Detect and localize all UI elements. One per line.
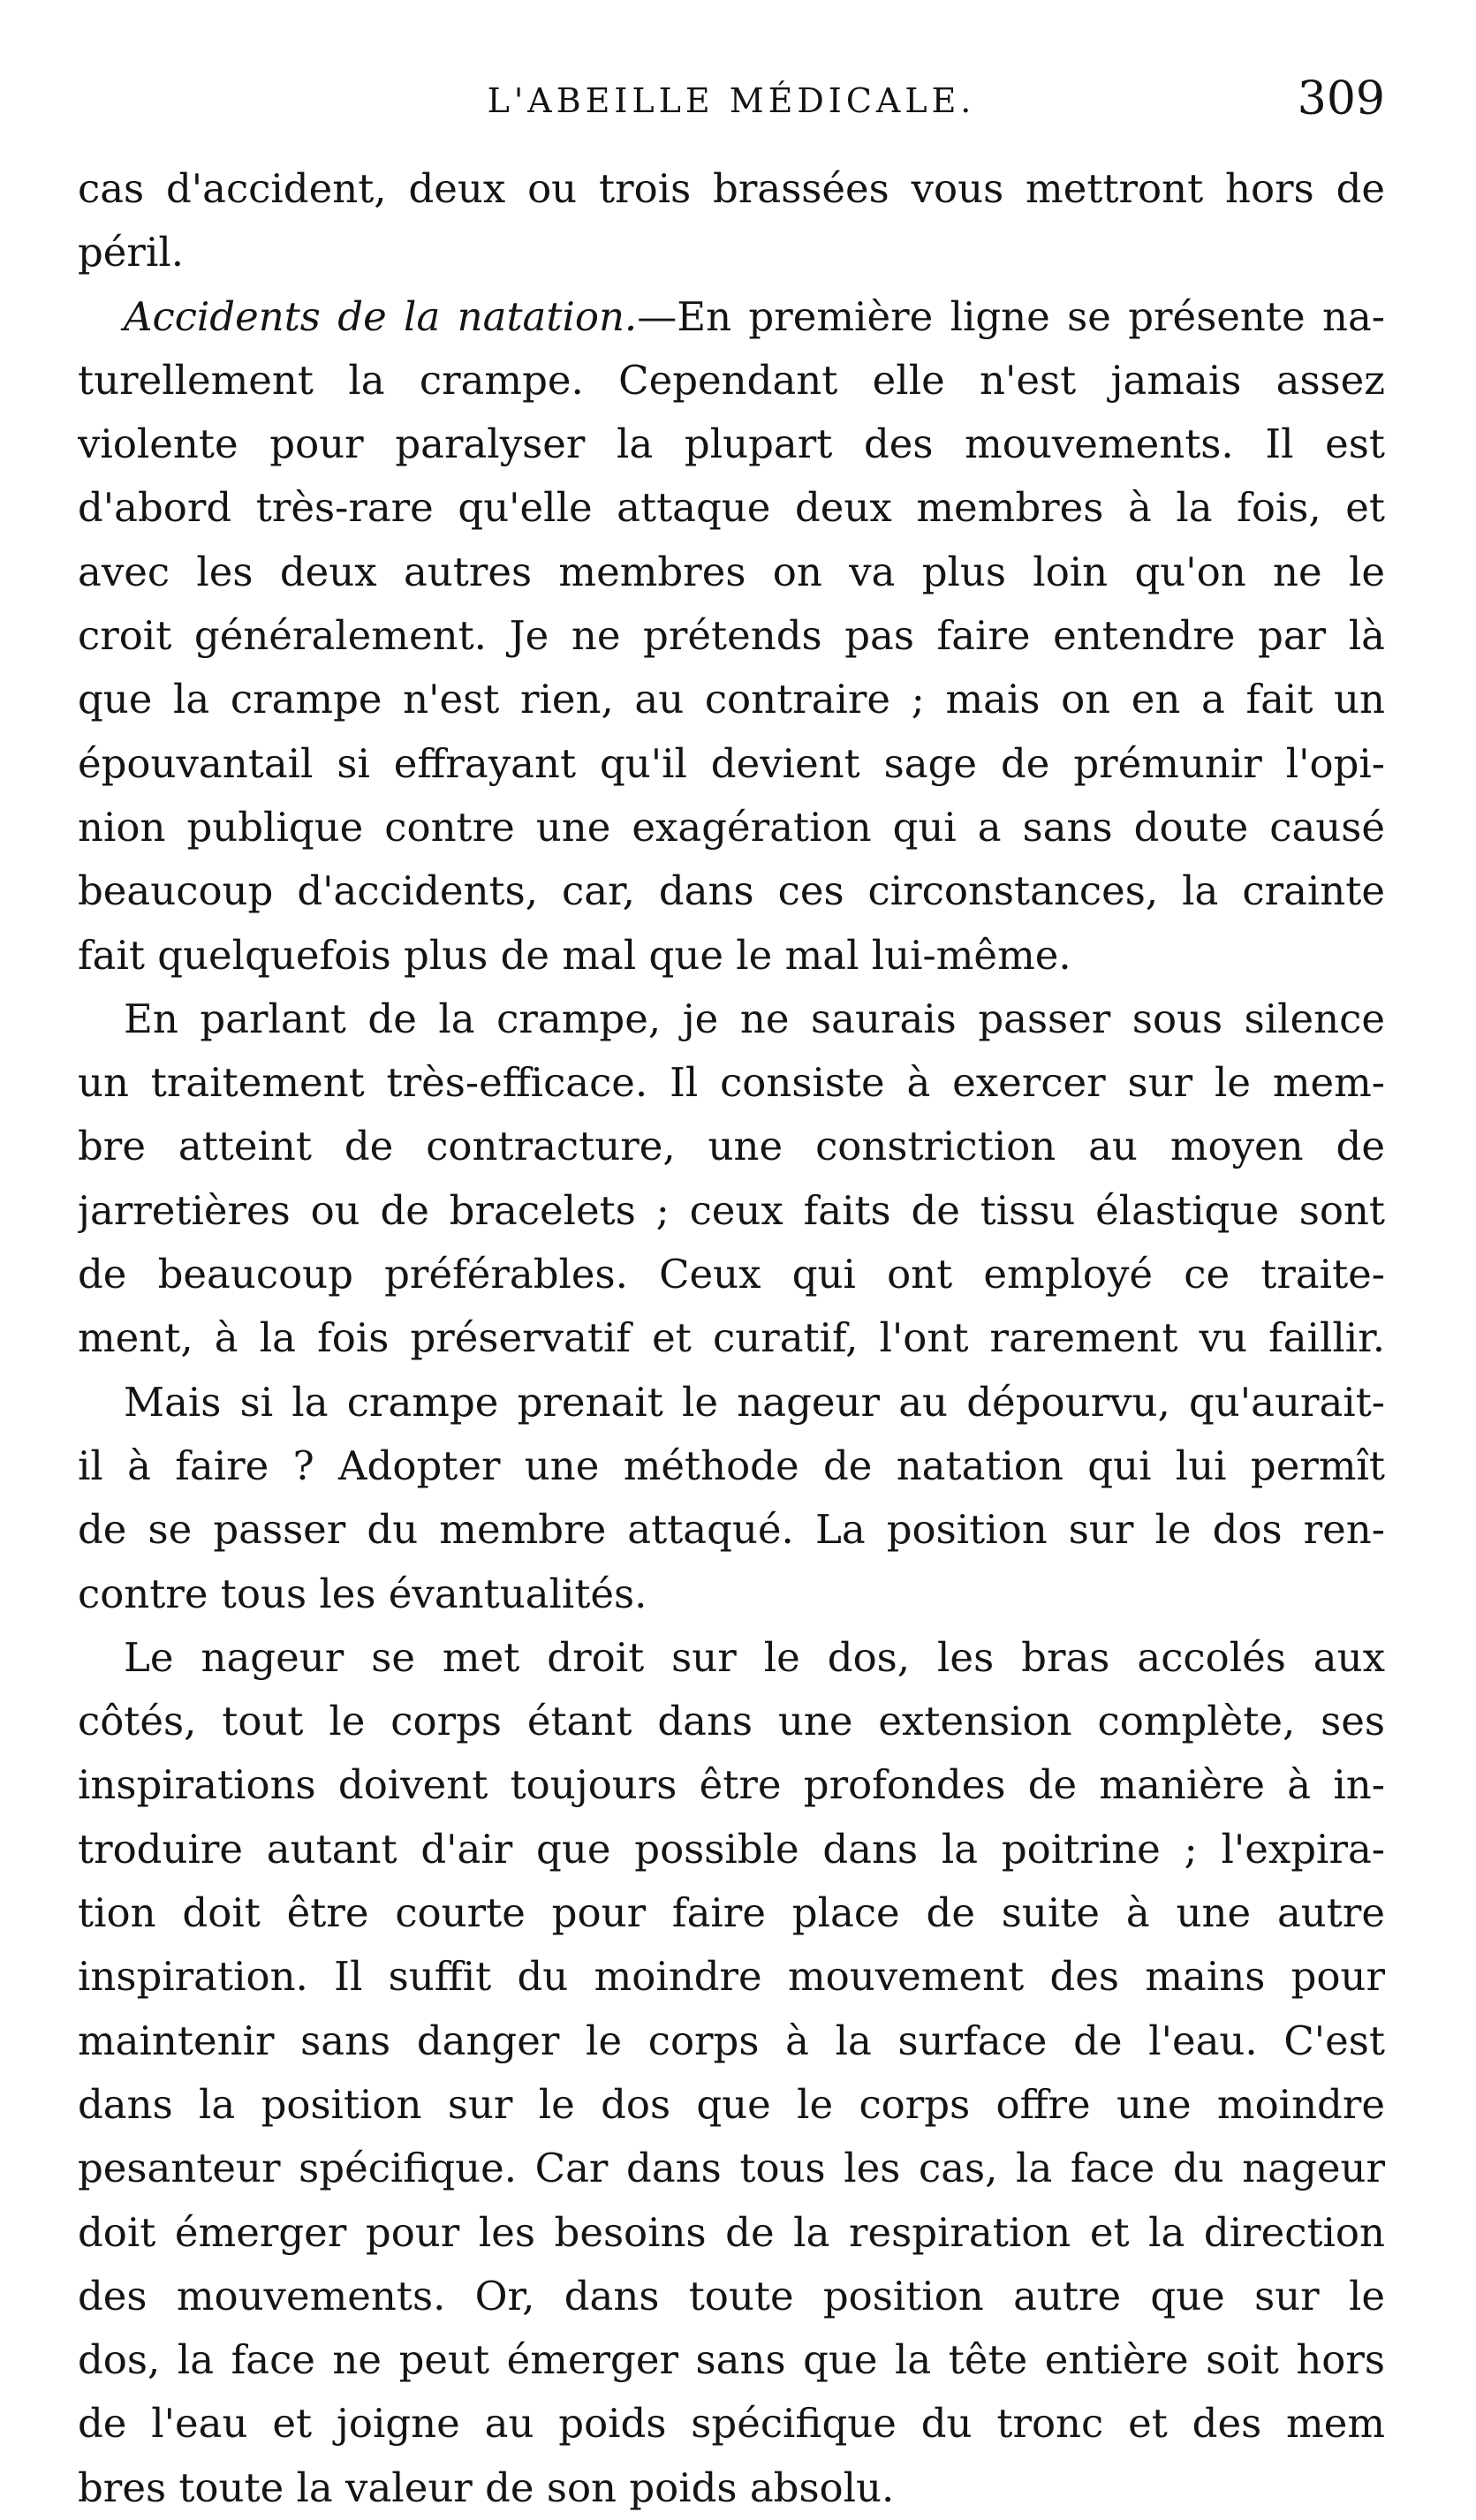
text-fragment: —En première ligne se présente na- <box>637 292 1385 340</box>
text-line: ment, à la fois préservatif et curatif, l'ont rarement vu faillir. <box>78 1314 1385 1362</box>
text-line: des mouvements. Or, dans toute position autre que sur le <box>78 2272 1385 2319</box>
text-line: Mais si la crampe prenait le nageur au dépourvu, qu'aurait- <box>124 1378 1385 1426</box>
text-line: maintenir sans danger le corps à la surface de l'eau. C'est <box>78 2017 1385 2064</box>
text-line: doit émerger pour les besoins de la respiration et la direction <box>78 2208 1385 2256</box>
text-line: un traitement très-efficace. Il consiste à exercer sur le mem- <box>78 1059 1385 1107</box>
text-line: bre atteint de contracture, une constriction au moyen de <box>78 1123 1385 1170</box>
running-head <box>78 72 1385 134</box>
text-line: dos, la face ne peut émerger sans que la tête entière soit hors <box>78 2336 1385 2384</box>
body-text <box>78 157 1385 2520</box>
text-line: jarretières ou de bracelets ; ceux faits de tissu élastique sont <box>78 1186 1385 1234</box>
text-line: beaucoup d'accidents, car, dans ces circonstances, la crainte <box>78 867 1385 915</box>
text-line: bres toute la valeur de son poids absolu. <box>78 2463 895 2511</box>
text-line: En parlant de la crampe, je ne saurais passer sous silence <box>124 995 1385 1042</box>
text-line: contre tous les évantualités. <box>78 1570 647 1617</box>
text-line: que la crampe n'est rien, au contraire ; mais on en a fait un <box>78 676 1385 723</box>
text-line: troduire autant d'air que possible dans la poitrine ; l'expira- <box>78 1825 1385 1873</box>
section-heading: Accidents de la natation. <box>124 292 638 340</box>
text-line: nion publique contre une exagération qui a sans doute causé <box>78 803 1385 851</box>
text-line: cas d'accident, deux ou trois brassées vous mettront hors de <box>78 165 1385 212</box>
text-line: tion doit être courte pour faire place de suite à une autre <box>78 1889 1385 1937</box>
text-line: fait quelquefois plus de mal que le mal lui-même. <box>78 931 1071 979</box>
text-line: dans la position sur le dos que le corps offre une moindre <box>78 2080 1385 2128</box>
text-line: inspiration. Il suffit du moindre mouvement des mains pour <box>78 1953 1385 2001</box>
page-number: 309 <box>1297 72 1385 125</box>
text-line <box>78 285 1385 349</box>
text-line: péril. <box>78 229 185 276</box>
text-line: épouvantail si effrayant qu'il devient sage de prémunir l'opi- <box>78 739 1385 787</box>
text-line: violente pour paralyser la plupart des mouvements. Il est <box>78 420 1385 468</box>
text-line: croit généralement. Je ne prétends pas faire entendre par là <box>78 612 1385 660</box>
text-line: avec les deux autres membres on va plus loin qu'on ne le <box>78 548 1385 595</box>
running-title: L'ABEILLE MÉDICALE. <box>487 81 976 120</box>
text-line: de l'eau et joigne au poids spécifique du tronc et des mem <box>78 2400 1385 2448</box>
text-line: de beaucoup préférables. Ceux qui ont employé ce traite- <box>78 1251 1385 1298</box>
text-line: côtés, tout le corps étant dans une extension complète, ses <box>78 1698 1385 1745</box>
text-line: Le nageur se met droit sur le dos, les bras accolés aux <box>124 1633 1385 1681</box>
text-line: d'abord très-rare qu'elle attaque deux membres à la fois, et <box>78 484 1385 532</box>
text-line: turellement la crampe. Cependant elle n'est jamais assez <box>78 356 1385 404</box>
text-line: de se passer du membre attaqué. La position sur le dos ren- <box>78 1506 1385 1554</box>
text-line: il à faire ? Adopter une méthode de natation qui lui permît <box>78 1442 1385 1489</box>
text-line: inspirations doivent toujours être profondes de manière à in- <box>78 1761 1385 1809</box>
text-line: pesanteur spécifique. Car dans tous les cas, la face du nageur <box>78 2145 1385 2192</box>
